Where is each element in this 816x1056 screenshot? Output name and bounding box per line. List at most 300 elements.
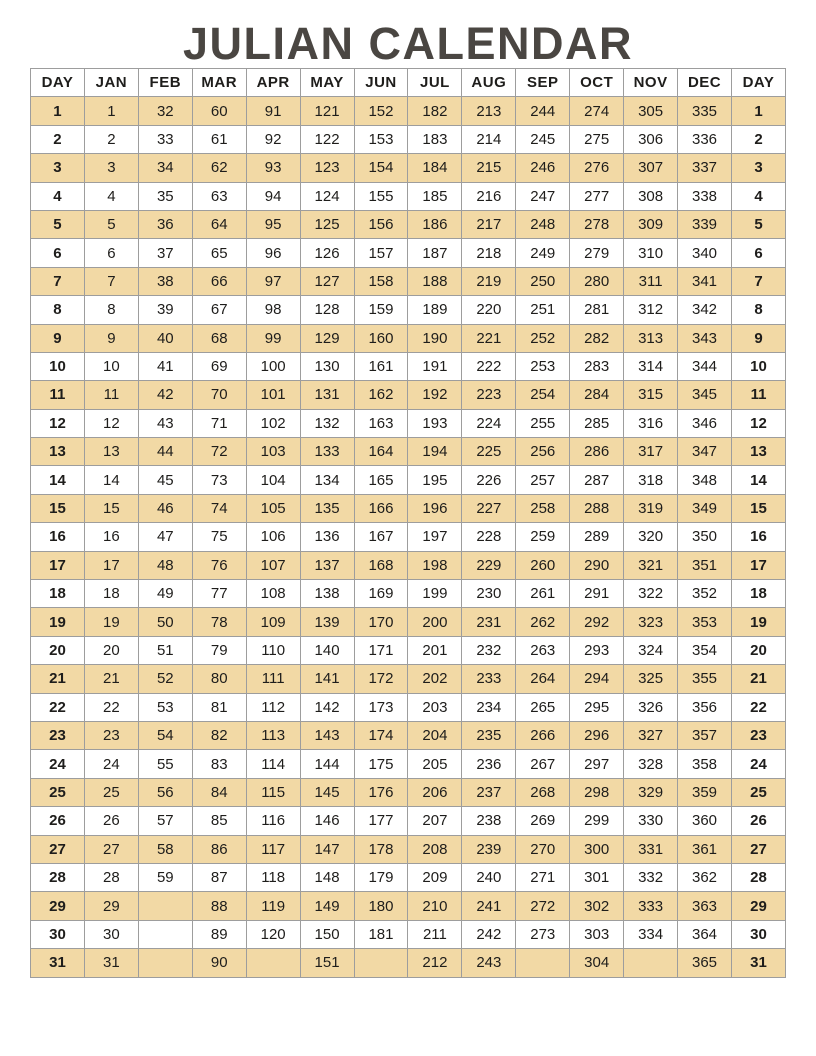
julian-day-cell: 250 [516, 267, 570, 295]
day-cell-right: 13 [731, 438, 785, 466]
julian-day-cell: 88 [192, 892, 246, 920]
julian-day-cell: 364 [678, 920, 732, 948]
table-row-day-11 [31, 381, 786, 409]
julian-day-cell: 156 [354, 210, 408, 238]
julian-day-cell: 272 [516, 892, 570, 920]
julian-day-cell: 151 [300, 949, 354, 977]
julian-day-cell: 353 [678, 608, 732, 636]
day-cell-left: 8 [31, 296, 85, 324]
julian-day-cell: 189 [408, 296, 462, 324]
julian-day-cell: 181 [354, 920, 408, 948]
julian-day-cell: 1 [84, 97, 138, 125]
day-cell-right: 28 [731, 863, 785, 891]
julian-day-cell: 273 [516, 920, 570, 948]
julian-day-cell: 101 [246, 381, 300, 409]
julian-day-cell: 349 [678, 494, 732, 522]
julian-day-cell: 14 [84, 466, 138, 494]
julian-day-cell: 52 [138, 665, 192, 693]
day-cell-left: 22 [31, 693, 85, 721]
julian-day-cell: 324 [624, 636, 678, 664]
column-header-sep: SEP [516, 69, 570, 97]
julian-day-cell: 219 [462, 267, 516, 295]
julian-day-cell: 11 [84, 381, 138, 409]
julian-day-cell: 242 [462, 920, 516, 948]
column-header-dec: DEC [678, 69, 732, 97]
julian-day-cell: 134 [300, 466, 354, 494]
day-cell-left: 5 [31, 210, 85, 238]
table-row-day-10 [31, 352, 786, 380]
julian-day-cell: 284 [570, 381, 624, 409]
julian-day-cell: 362 [678, 863, 732, 891]
julian-day-cell: 203 [408, 693, 462, 721]
julian-day-cell [138, 920, 192, 948]
julian-day-cell: 291 [570, 580, 624, 608]
day-cell-right: 4 [731, 182, 785, 210]
table-row-day-29 [31, 892, 786, 920]
day-cell-left: 26 [31, 807, 85, 835]
table-row-day-5 [31, 210, 786, 238]
julian-day-cell: 100 [246, 352, 300, 380]
julian-day-cell: 334 [624, 920, 678, 948]
julian-day-cell: 246 [516, 154, 570, 182]
table-row-day-2 [31, 125, 786, 153]
julian-day-cell: 326 [624, 693, 678, 721]
julian-day-cell: 102 [246, 409, 300, 437]
julian-day-cell: 287 [570, 466, 624, 494]
table-row-day-22 [31, 693, 786, 721]
julian-day-cell: 51 [138, 636, 192, 664]
day-cell-right: 2 [731, 125, 785, 153]
julian-day-cell: 66 [192, 267, 246, 295]
julian-day-cell: 147 [300, 835, 354, 863]
julian-day-cell: 214 [462, 125, 516, 153]
julian-day-cell: 155 [354, 182, 408, 210]
julian-day-cell: 224 [462, 409, 516, 437]
julian-day-cell: 129 [300, 324, 354, 352]
julian-day-cell: 42 [138, 381, 192, 409]
julian-day-cell: 8 [84, 296, 138, 324]
julian-day-cell [624, 949, 678, 977]
julian-day-cell: 94 [246, 182, 300, 210]
julian-day-cell: 239 [462, 835, 516, 863]
julian-day-cell: 33 [138, 125, 192, 153]
julian-day-cell: 130 [300, 352, 354, 380]
column-header-day: DAY [31, 69, 85, 97]
day-cell-right: 18 [731, 580, 785, 608]
julian-day-cell: 215 [462, 154, 516, 182]
julian-day-cell: 306 [624, 125, 678, 153]
julian-day-cell: 337 [678, 154, 732, 182]
julian-day-cell: 298 [570, 778, 624, 806]
julian-day-cell: 69 [192, 352, 246, 380]
day-cell-left: 16 [31, 523, 85, 551]
table-row-day-8 [31, 296, 786, 324]
day-cell-left: 14 [31, 466, 85, 494]
julian-day-cell: 196 [408, 494, 462, 522]
julian-day-cell: 344 [678, 352, 732, 380]
julian-day-cell: 132 [300, 409, 354, 437]
day-cell-right: 9 [731, 324, 785, 352]
julian-day-cell: 292 [570, 608, 624, 636]
julian-day-cell: 85 [192, 807, 246, 835]
julian-day-cell: 322 [624, 580, 678, 608]
julian-day-cell: 37 [138, 239, 192, 267]
julian-day-cell: 87 [192, 863, 246, 891]
julian-day-cell: 18 [84, 580, 138, 608]
julian-day-cell: 293 [570, 636, 624, 664]
julian-day-cell: 220 [462, 296, 516, 324]
julian-day-cell: 121 [300, 97, 354, 125]
julian-day-cell: 128 [300, 296, 354, 324]
julian-day-cell: 269 [516, 807, 570, 835]
day-cell-right: 17 [731, 551, 785, 579]
julian-day-cell: 275 [570, 125, 624, 153]
day-cell-right: 7 [731, 267, 785, 295]
julian-day-cell: 211 [408, 920, 462, 948]
day-cell-left: 19 [31, 608, 85, 636]
julian-day-cell: 119 [246, 892, 300, 920]
julian-day-cell: 340 [678, 239, 732, 267]
julian-day-cell: 346 [678, 409, 732, 437]
julian-day-cell: 68 [192, 324, 246, 352]
julian-day-cell: 313 [624, 324, 678, 352]
julian-day-cell: 198 [408, 551, 462, 579]
day-cell-right: 24 [731, 750, 785, 778]
julian-day-cell: 40 [138, 324, 192, 352]
julian-day-cell: 241 [462, 892, 516, 920]
julian-day-cell: 113 [246, 721, 300, 749]
julian-day-cell: 256 [516, 438, 570, 466]
day-cell-left: 3 [31, 154, 85, 182]
julian-day-cell: 210 [408, 892, 462, 920]
julian-day-cell: 99 [246, 324, 300, 352]
day-cell-left: 28 [31, 863, 85, 891]
column-header-feb: FEB [138, 69, 192, 97]
julian-day-cell: 339 [678, 210, 732, 238]
julian-day-cell: 35 [138, 182, 192, 210]
day-cell-right: 25 [731, 778, 785, 806]
julian-day-cell: 329 [624, 778, 678, 806]
julian-day-cell [138, 892, 192, 920]
julian-day-cell: 234 [462, 693, 516, 721]
julian-day-cell: 347 [678, 438, 732, 466]
julian-day-cell: 278 [570, 210, 624, 238]
julian-day-cell: 325 [624, 665, 678, 693]
julian-day-cell: 323 [624, 608, 678, 636]
table-header [31, 69, 786, 97]
julian-day-cell: 281 [570, 296, 624, 324]
julian-day-cell: 193 [408, 409, 462, 437]
julian-day-cell: 168 [354, 551, 408, 579]
julian-day-cell: 153 [354, 125, 408, 153]
julian-day-cell: 321 [624, 551, 678, 579]
julian-day-cell [354, 949, 408, 977]
julian-day-cell: 183 [408, 125, 462, 153]
julian-day-cell: 226 [462, 466, 516, 494]
julian-day-cell: 228 [462, 523, 516, 551]
julian-day-cell: 238 [462, 807, 516, 835]
julian-day-cell: 122 [300, 125, 354, 153]
julian-day-cell: 280 [570, 267, 624, 295]
julian-day-cell: 81 [192, 693, 246, 721]
julian-day-cell: 206 [408, 778, 462, 806]
julian-day-cell: 172 [354, 665, 408, 693]
julian-day-cell: 342 [678, 296, 732, 324]
julian-day-cell: 289 [570, 523, 624, 551]
day-cell-left: 13 [31, 438, 85, 466]
julian-day-cell: 57 [138, 807, 192, 835]
julian-day-cell: 73 [192, 466, 246, 494]
julian-day-cell: 251 [516, 296, 570, 324]
day-cell-left: 1 [31, 97, 85, 125]
julian-day-cell: 345 [678, 381, 732, 409]
julian-day-cell: 361 [678, 835, 732, 863]
julian-day-cell: 50 [138, 608, 192, 636]
julian-day-cell: 296 [570, 721, 624, 749]
julian-day-cell: 78 [192, 608, 246, 636]
day-cell-left: 6 [31, 239, 85, 267]
julian-day-cell: 10 [84, 352, 138, 380]
table-row-day-1 [31, 97, 786, 125]
julian-day-cell: 44 [138, 438, 192, 466]
julian-day-cell: 31 [84, 949, 138, 977]
julian-day-cell: 86 [192, 835, 246, 863]
day-cell-right: 10 [731, 352, 785, 380]
julian-day-cell: 311 [624, 267, 678, 295]
julian-day-cell: 186 [408, 210, 462, 238]
julian-day-cell: 97 [246, 267, 300, 295]
julian-day-cell: 6 [84, 239, 138, 267]
julian-day-cell: 15 [84, 494, 138, 522]
julian-day-cell: 171 [354, 636, 408, 664]
day-cell-left: 25 [31, 778, 85, 806]
julian-day-cell: 248 [516, 210, 570, 238]
julian-day-cell: 259 [516, 523, 570, 551]
julian-day-cell: 261 [516, 580, 570, 608]
julian-day-cell: 21 [84, 665, 138, 693]
julian-day-cell: 55 [138, 750, 192, 778]
julian-day-cell: 360 [678, 807, 732, 835]
day-cell-right: 5 [731, 210, 785, 238]
column-header-nov: NOV [624, 69, 678, 97]
day-cell-left: 15 [31, 494, 85, 522]
table-row-day-12 [31, 409, 786, 437]
julian-day-cell: 93 [246, 154, 300, 182]
julian-day-cell: 59 [138, 863, 192, 891]
julian-day-cell: 202 [408, 665, 462, 693]
julian-day-cell: 290 [570, 551, 624, 579]
julian-day-cell: 166 [354, 494, 408, 522]
julian-day-cell [516, 949, 570, 977]
julian-day-cell: 162 [354, 381, 408, 409]
julian-day-cell: 120 [246, 920, 300, 948]
julian-day-cell: 359 [678, 778, 732, 806]
julian-day-cell: 47 [138, 523, 192, 551]
julian-day-cell: 236 [462, 750, 516, 778]
julian-day-cell: 231 [462, 608, 516, 636]
table-row-day-24 [31, 750, 786, 778]
table-row-day-17 [31, 551, 786, 579]
julian-day-cell: 90 [192, 949, 246, 977]
day-cell-right: 20 [731, 636, 785, 664]
julian-day-cell: 118 [246, 863, 300, 891]
table-row-day-9 [31, 324, 786, 352]
julian-day-cell: 310 [624, 239, 678, 267]
julian-day-cell: 217 [462, 210, 516, 238]
julian-day-cell: 98 [246, 296, 300, 324]
julian-day-cell: 314 [624, 352, 678, 380]
julian-day-cell: 116 [246, 807, 300, 835]
julian-day-cell: 103 [246, 438, 300, 466]
julian-day-cell: 354 [678, 636, 732, 664]
day-cell-left: 29 [31, 892, 85, 920]
julian-day-cell: 17 [84, 551, 138, 579]
julian-day-cell: 266 [516, 721, 570, 749]
table-row-day-15 [31, 494, 786, 522]
day-cell-right: 6 [731, 239, 785, 267]
julian-day-cell: 112 [246, 693, 300, 721]
julian-day-cell: 316 [624, 409, 678, 437]
table-row-day-25 [31, 778, 786, 806]
julian-day-cell: 333 [624, 892, 678, 920]
column-header-jul: JUL [408, 69, 462, 97]
julian-day-cell: 148 [300, 863, 354, 891]
julian-day-cell: 270 [516, 835, 570, 863]
day-cell-left: 23 [31, 721, 85, 749]
julian-day-cell: 212 [408, 949, 462, 977]
julian-day-cell: 43 [138, 409, 192, 437]
julian-day-cell: 225 [462, 438, 516, 466]
julian-day-cell: 185 [408, 182, 462, 210]
julian-day-cell: 139 [300, 608, 354, 636]
julian-day-cell: 95 [246, 210, 300, 238]
julian-day-cell: 127 [300, 267, 354, 295]
day-cell-left: 9 [31, 324, 85, 352]
julian-day-cell: 288 [570, 494, 624, 522]
julian-day-cell: 25 [84, 778, 138, 806]
julian-day-cell: 56 [138, 778, 192, 806]
day-cell-left: 18 [31, 580, 85, 608]
julian-day-cell: 80 [192, 665, 246, 693]
julian-day-cell: 9 [84, 324, 138, 352]
day-cell-left: 12 [31, 409, 85, 437]
julian-day-cell: 34 [138, 154, 192, 182]
julian-day-cell: 7 [84, 267, 138, 295]
julian-day-cell: 179 [354, 863, 408, 891]
julian-day-cell: 92 [246, 125, 300, 153]
julian-day-cell: 363 [678, 892, 732, 920]
julian-day-cell: 110 [246, 636, 300, 664]
julian-day-cell: 182 [408, 97, 462, 125]
julian-day-cell: 19 [84, 608, 138, 636]
julian-day-cell: 303 [570, 920, 624, 948]
julian-day-cell: 317 [624, 438, 678, 466]
column-header-oct: OCT [570, 69, 624, 97]
julian-day-cell: 24 [84, 750, 138, 778]
julian-day-cell: 131 [300, 381, 354, 409]
julian-day-cell: 209 [408, 863, 462, 891]
day-cell-right: 12 [731, 409, 785, 437]
julian-day-cell: 332 [624, 863, 678, 891]
julian-day-cell: 312 [624, 296, 678, 324]
day-cell-right: 21 [731, 665, 785, 693]
julian-day-cell: 58 [138, 835, 192, 863]
day-cell-left: 2 [31, 125, 85, 153]
julian-day-cell: 201 [408, 636, 462, 664]
julian-day-cell: 5 [84, 210, 138, 238]
julian-day-cell: 141 [300, 665, 354, 693]
julian-day-cell: 221 [462, 324, 516, 352]
julian-day-cell: 79 [192, 636, 246, 664]
julian-day-cell: 138 [300, 580, 354, 608]
julian-day-cell: 169 [354, 580, 408, 608]
julian-day-cell: 276 [570, 154, 624, 182]
julian-day-cell: 23 [84, 721, 138, 749]
day-cell-left: 31 [31, 949, 85, 977]
julian-day-cell: 39 [138, 296, 192, 324]
julian-day-cell: 45 [138, 466, 192, 494]
julian-day-cell: 230 [462, 580, 516, 608]
julian-day-cell: 253 [516, 352, 570, 380]
column-header-jan: JAN [84, 69, 138, 97]
julian-day-cell: 36 [138, 210, 192, 238]
julian-day-cell: 205 [408, 750, 462, 778]
julian-day-cell: 170 [354, 608, 408, 636]
julian-day-cell: 91 [246, 97, 300, 125]
julian-day-cell: 352 [678, 580, 732, 608]
julian-day-cell: 336 [678, 125, 732, 153]
day-cell-right: 26 [731, 807, 785, 835]
day-cell-right: 3 [731, 154, 785, 182]
column-header-mar: MAR [192, 69, 246, 97]
julian-day-cell: 126 [300, 239, 354, 267]
julian-day-cell: 247 [516, 182, 570, 210]
julian-day-cell: 331 [624, 835, 678, 863]
julian-day-cell: 154 [354, 154, 408, 182]
julian-day-cell: 74 [192, 494, 246, 522]
julian-day-cell: 341 [678, 267, 732, 295]
julian-day-cell: 252 [516, 324, 570, 352]
julian-day-cell: 335 [678, 97, 732, 125]
julian-day-cell: 213 [462, 97, 516, 125]
julian-day-cell: 28 [84, 863, 138, 891]
julian-day-cell: 38 [138, 267, 192, 295]
julian-day-cell: 254 [516, 381, 570, 409]
julian-day-cell: 158 [354, 267, 408, 295]
table-row-day-4 [31, 182, 786, 210]
julian-day-cell: 62 [192, 154, 246, 182]
julian-day-cell: 29 [84, 892, 138, 920]
julian-day-cell: 161 [354, 352, 408, 380]
julian-day-cell: 105 [246, 494, 300, 522]
julian-day-cell: 320 [624, 523, 678, 551]
julian-day-cell: 46 [138, 494, 192, 522]
julian-day-cell: 244 [516, 97, 570, 125]
julian-day-cell: 109 [246, 608, 300, 636]
julian-day-cell: 184 [408, 154, 462, 182]
julian-day-cell: 268 [516, 778, 570, 806]
page-title: JULIAN CALENDAR [183, 18, 633, 69]
julian-day-cell: 204 [408, 721, 462, 749]
julian-day-cell: 218 [462, 239, 516, 267]
table-row-day-26 [31, 807, 786, 835]
julian-day-cell: 195 [408, 466, 462, 494]
julian-day-cell: 89 [192, 920, 246, 948]
julian-day-cell: 355 [678, 665, 732, 693]
julian-day-cell: 302 [570, 892, 624, 920]
julian-day-cell: 136 [300, 523, 354, 551]
julian-day-cell: 157 [354, 239, 408, 267]
